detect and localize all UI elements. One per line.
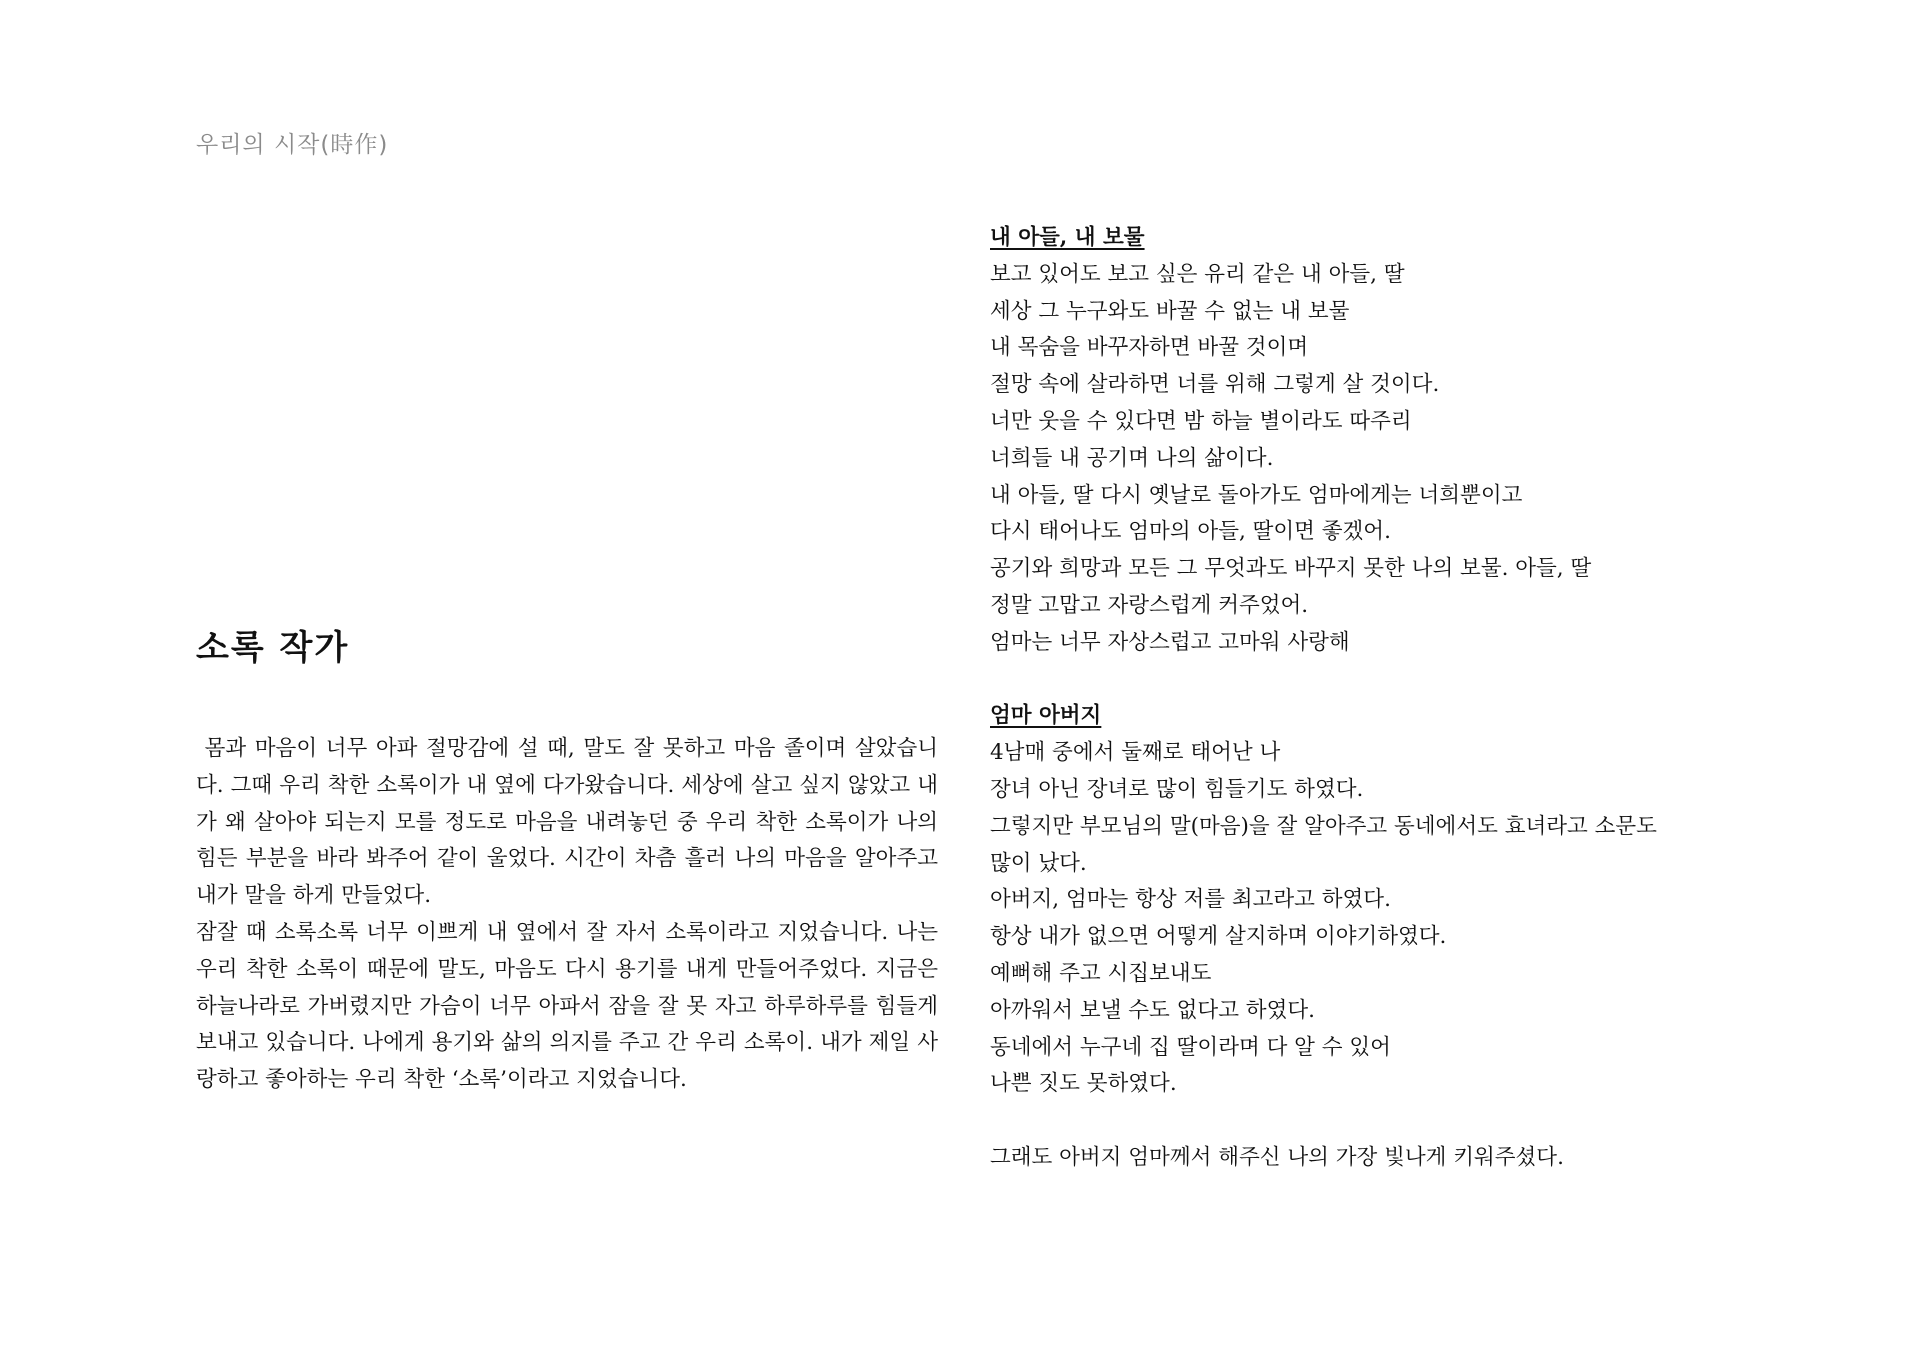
poem-line: 절망 속에 살라하면 너를 위해 그렇게 살 것이다.: [990, 372, 1440, 398]
essay-paragraph: 잠잘 때 소록소록 너무 이쁘게 내 옆에서 잘 자서 소록이라고 지었습니다. 나는 우리 착한 소록이 때문에 말도, 마음도 다시 용기를 내게 만들어주었다. 지금은 하늘나라로 가버렸지만 가슴이 너무 아파서 잠을 잘 못 자고 하루하루를 힘들게 보내고 있습니다. 나에게 용기와 삶의 의지를 주고 간 우리 소록이. 내가 제일 사랑하고 좋아하는 우리 착한 ‘소록’이라고 지었습니다.: [196, 919, 938, 1093]
poem-blank-line: [990, 1103, 1790, 1140]
poem-line: 많이 났다.: [990, 850, 1087, 876]
author-name: 소록 작가: [196, 628, 350, 668]
right-page: [990, 220, 1790, 1177]
poem-line: 그렇지만 부모님의 말(마음)을 잘 알아주고 동네에서도 효녀라고 소문도: [990, 813, 1657, 839]
poem-line: 세상 그 누구와도 바꿀 수 없는 내 보물: [990, 298, 1350, 324]
left-page: [196, 620, 945, 1099]
poem-separator: [990, 662, 1790, 699]
poem-title: 내 아들, 내 보물: [990, 225, 1145, 250]
poem-line: 4남매 중에서 둘째로 태어난 나: [990, 740, 1281, 766]
poem-line: 예뻐해 주고 시집보내도: [990, 960, 1212, 986]
poem-line: 동네에서 누구네 집 딸이라며 다 알 수 있어: [990, 1034, 1391, 1060]
poem-line: 보고 있어도 보고 싶은 유리 같은 내 아들, 딸: [990, 261, 1405, 287]
poem-line: 엄마는 너무 자상스럽고 고마워 사랑해: [990, 629, 1350, 655]
poem-line: 다시 태어나도 엄마의 아들, 딸이면 좋겠어.: [990, 519, 1391, 545]
poem-line: 아버지, 엄마는 항상 저를 최고라고 하였다.: [990, 887, 1391, 913]
poem-line: 내 목숨을 바꾸자하면 바꿀 것이며: [990, 335, 1309, 361]
poem-line: 정말 고맙고 자랑스럽게 커주었어.: [990, 592, 1309, 618]
poem-title: 엄마 아버지: [990, 703, 1102, 729]
poem-line: 공기와 희망과 모든 그 무엇과도 바꾸지 못한 나의 보물. 아들, 딸: [990, 556, 1592, 582]
author-essay: [196, 731, 945, 1099]
poem-line: 그래도 아버지 엄마께서 해주신 나의 가장 빛나게 키워주셨다.: [990, 1144, 1564, 1170]
poem-line: 너희들 내 공기며 나의 삶이다.: [990, 445, 1274, 471]
poem-line: 장녀 아닌 장녀로 많이 힘들기도 하였다.: [990, 776, 1364, 802]
book-title: 우리의 시작(時作): [196, 132, 389, 158]
poem-parents: [990, 698, 1790, 1176]
poem-line: 너만 웃을 수 있다면 밤 하늘 별이라도 따주리: [990, 408, 1412, 434]
poem-line: 나쁜 짓도 못하였다.: [990, 1071, 1177, 1097]
poem-line: 항상 내가 없으면 어떻게 살지하며 이야기하였다.: [990, 924, 1447, 950]
poem-line: 아까워서 보낼 수도 없다고 하였다.: [990, 997, 1315, 1023]
poem-line: 내 아들, 딸 다시 옛날로 돌아가도 엄마에게는 너희뿐이고: [990, 482, 1523, 508]
poem-my-son: [990, 220, 1790, 662]
essay-paragraph: 몸과 마음이 너무 아파 절망감에 설 때, 말도 잘 못하고 마음 졸이며 살았습니다. 그때 우리 착한 소록이가 내 옆에 다가왔습니다. 세상에 살고 싶지 않았고 내가 왜 살아야 되는지 모를 정도로 마음을 내려놓던 중 우리 착한 소록이가 나의 힘든 부분을 바라 봐주어 같이 울었다. 시간이 차츰 흘러 나의 마음을 알아주고 내가 말을 하게 만들었다.: [196, 736, 945, 909]
